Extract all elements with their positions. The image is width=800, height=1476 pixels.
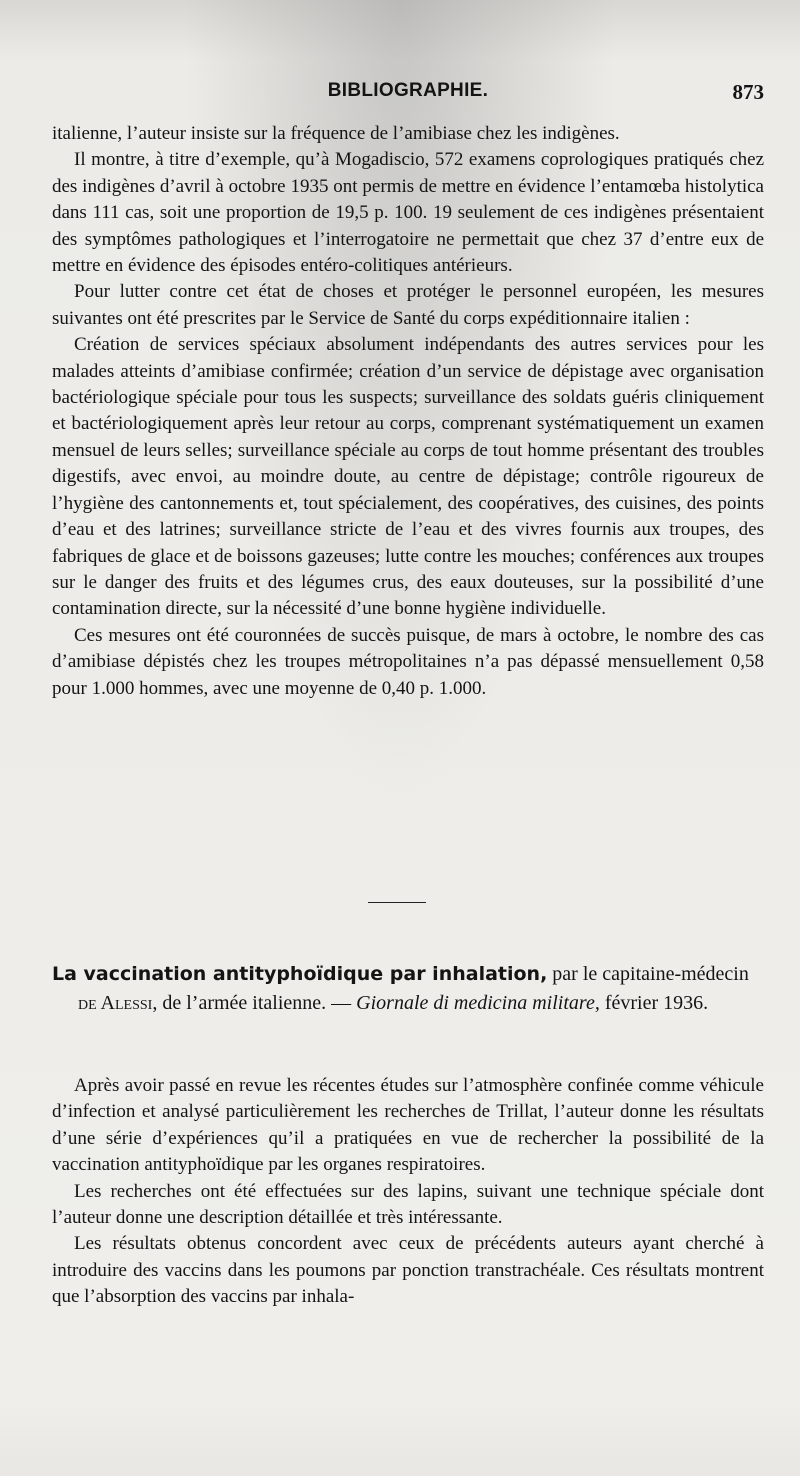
paragraph: Les résultats obtenus concordent avec ceux de précédents auteurs ayant cherché à introduire des vaccins dans les poumons par ponction transtrachéale. Ces résultats montrent que l’absorption des vaccins par inhala-: [52, 1233, 764, 1308]
paragraph: Ces mesures ont été couronnées de succès puisque, de mars à octobre, le nombre des cas d’amibiase dépistés chez les troupes métropolitaines n’a pas dépassé mensuellement 0,58 pour 1.000 hommes, avec une moyenne de 0,40 p. 1.000.: [52, 624, 764, 699]
running-head: [52, 80, 764, 110]
author-name: de Alessi,: [78, 992, 158, 1014]
paragraph: Création de services spéciaux absolument indépendants des autres services pour les malades atteints d’amibiase confirmée; création d’un service de dépistage avec organisation bactériologique spéciale pour tous les suspects; surveillance des soldats guéris cliniquement et bactériologiquement après leur retour au corps, comprenant systématiquement un examen mensuel de leurs selles; surveillance spéciale au corps de tout homme présentant des troubles digestifs, avec envoi, au moindre doute, au centre de dépistage; contrôle rigoureux de l’hygiène des cantonnements et, tout spécialement, des coopératives, des cuisines, des points d’eau et des latrines; surveillance stricte de l’eau et des vivres fournis aux troupes, des fabriques de glace et de boissons gazeuses; lutte contre les mouches; conférences aux troupes sur le danger des fruits et des légumes crus, des eaux douteuses, sur la possibilité d’une contamination directe, sur la nécessité d’une bonne hygiène individuelle.: [52, 334, 764, 620]
article-title: La vaccination antityphoïdique par inhalation,: [52, 963, 548, 985]
paragraph: Pour lutter contre cet état de choses et protéger le personnel européen, les mesures suivantes ont été prescrites par le Service de Santé du corps expéditionnaire italien :: [52, 281, 764, 329]
publication-date: février 1936.: [604, 992, 709, 1014]
section-amibiase: [52, 121, 764, 702]
article-heading: [52, 960, 764, 1018]
page-number: 873: [732, 80, 764, 104]
paragraph: italienne, l’auteur insiste sur la fréquence de l’amibiase chez les indigènes.: [52, 123, 620, 144]
paragraph: Il montre, à titre d’exemple, qu’à Mogadiscio, 572 examens coprologiques pratiqués chez des indigènes d’avril à octobre 1935 ont permis de mettre en évidence l’entamœba histolytica dans 111 cas, soit une proportion de 19,5 p. 100. 19 seulement de ces indigènes présentaient des symptômes pathologiques et l’interrogatoire ne permettait que chez 37 d’entre eux de mettre en évidence des épisodes entéro-colitiques antérieurs.: [52, 149, 764, 277]
author-prefix: par le capitaine-médecin: [552, 963, 749, 985]
author-suffix: de l’armée italienne. —: [162, 992, 352, 1014]
section-separator: [368, 902, 426, 903]
running-title: BIBLIOGRAPHIE.: [327, 80, 489, 101]
paragraph: Les recherches ont été effectuées sur des lapins, suivant une technique spéciale dont l’auteur donne une description détaillée et très intéressante.: [52, 1180, 764, 1229]
journal-name: Giornale di medicina militare,: [356, 992, 600, 1014]
paragraph: Après avoir passé en revue les récentes études sur l’atmosphère confinée comme véhicule d’infection et analysé particulièrement les recherches de Trillat, l’auteur donne les résultats d’une série d’expériences qu’il a pratiquées en vue de rechercher la possibilité de la vaccination antityphoïdique par les organes respiratoires.: [52, 1075, 764, 1176]
section-vaccination: [52, 1073, 764, 1311]
